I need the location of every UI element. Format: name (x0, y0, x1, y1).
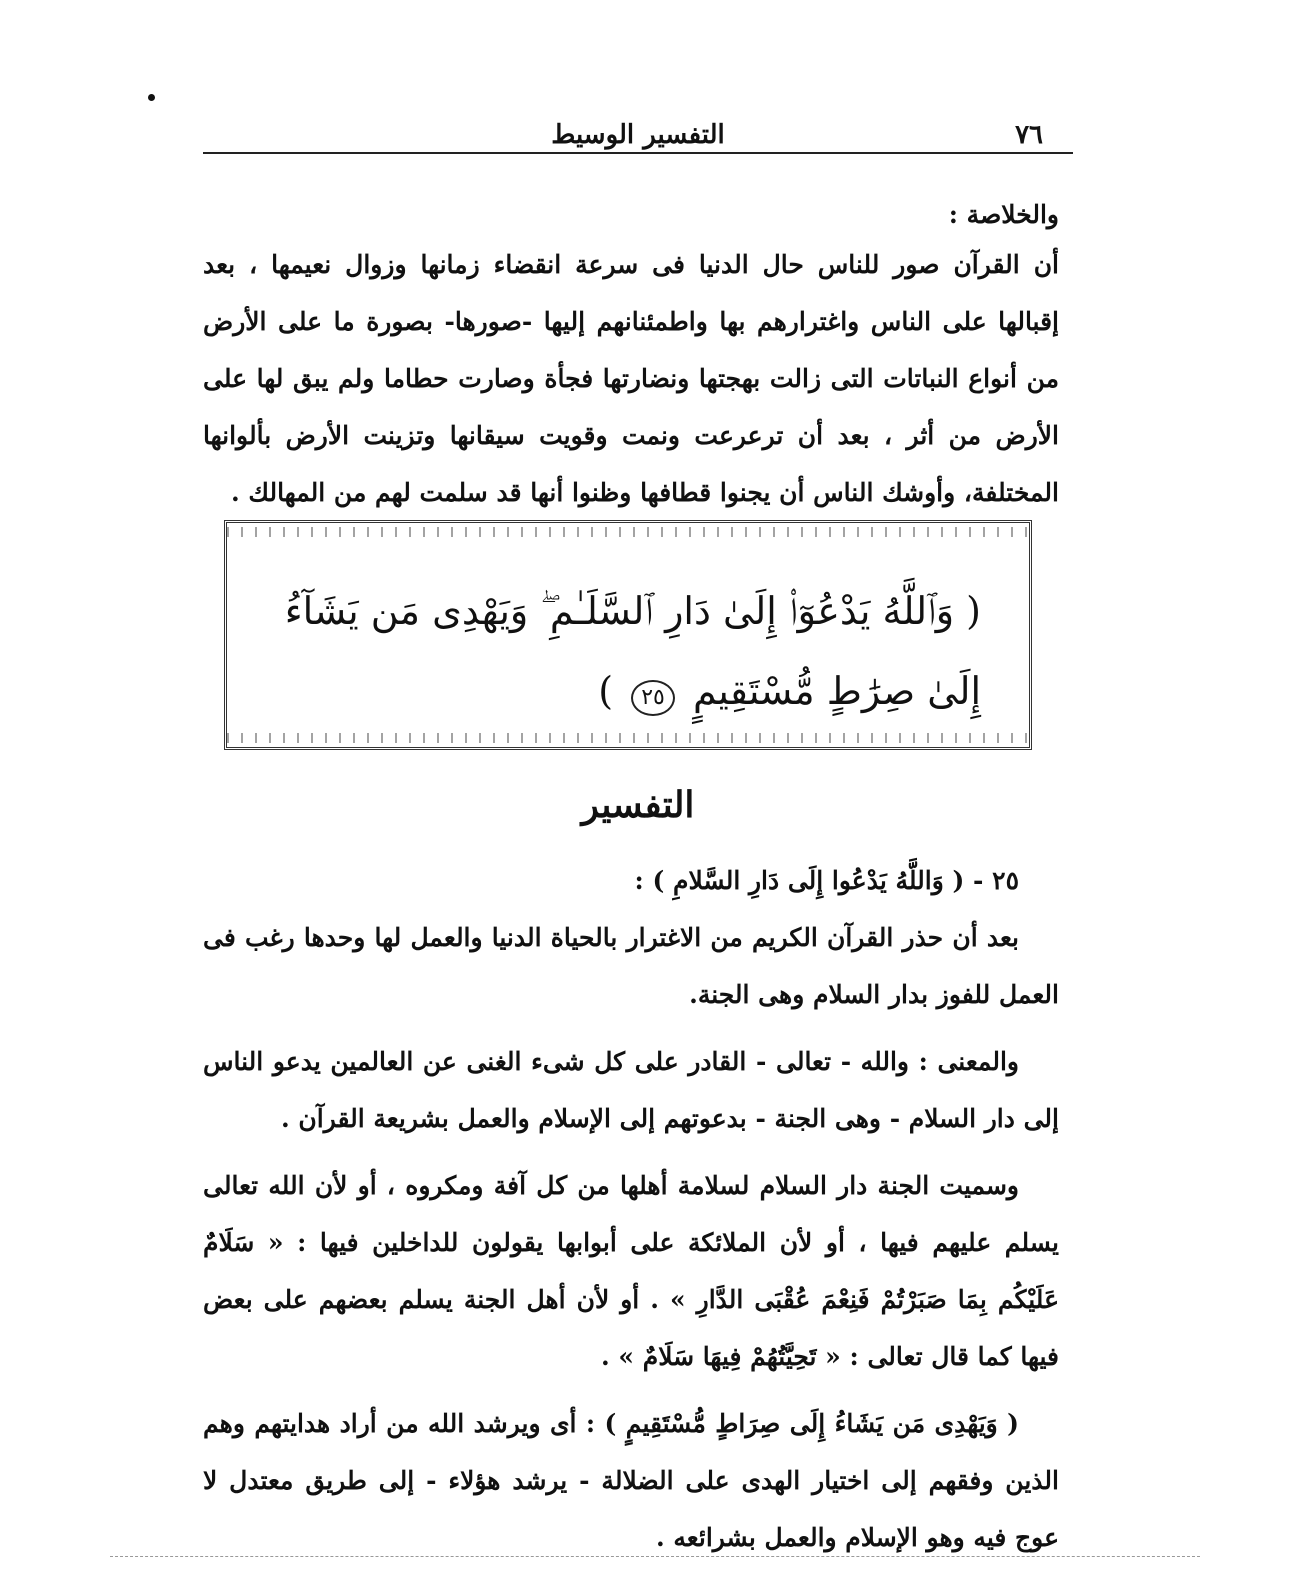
tafsir-paragraph: ( وَيَهْدِى مَن يَشَاءُ إِلَى صِرَاطٍ مُّسْتَقِيمٍ ) : أى ويرشد الله من أراد هدايتهم وهم الذين وفقهم إلى اختيار الهدى على الضلالة - يرشد هؤلاء - إلى طريق معتدل لا عوج فيه وهو الإسلام والعمل بشرائعه . (203, 1409, 1059, 1552)
tafsir-paragraph: بعد أن حذر القرآن الكريم من الاغترار بالحياة الدنيا والعمل لها وحدها رغب فى العمل للفوز بدار السلام وهى الجنة. (203, 923, 1059, 1009)
tafsir-heading: التفسير (581, 784, 695, 826)
bottom-rule (110, 1556, 1200, 1557)
verse-frame (224, 520, 1032, 750)
tafsir-paragraph: وسميت الجنة دار السلام لسلامة أهلها من كل آفة ومكروه ، أو لأن الله تعالى يسلم عليهم فيها ، أو لأن الملائكة على أبوابها يقولون للداخلين فيها : « سَلَامٌ عَلَيْكُم بِمَا صَبَرْتُمْ فَنِعْمَ عُقْبَى الدَّارِ » . أو لأن أهل الجنة يسلم بعضهم على بعض فيها كما قال تعالى : « تَحِيَّتُهُمْ فِيهَا سَلَامٌ » . (203, 1171, 1059, 1371)
running-head: التفسير الوسيط (551, 120, 725, 150)
frame-ornament-bottom (227, 733, 1029, 743)
frame-ornament-top (227, 527, 1029, 537)
ink-speck (148, 94, 155, 101)
tafsir-body (203, 852, 1059, 1566)
summary-heading: والخلاصة : (948, 200, 1059, 229)
ayah-number-marker: ٢٥ (631, 680, 675, 716)
verse-close-paren: ) (598, 669, 614, 713)
verse-open-paren: ( (966, 589, 981, 633)
summary-paragraph: أن القرآن صور للناس حال الدنيا فى سرعة انقضاء زمانها وزوال نعيمها ، بعد إقبالها على الناس واغترارهم بها واطمئنانهم إليها -صورها- بصورة ما على الأرض من أنواع النباتات التى زالت بهجتها ونضارتها فجأة وصارت حطاما ولم يبق لها على الأرض من أثر ، بعد أن ترعرعت ونمت وقويت سيقانها وتزينت الأرض بألوانها المختلفة، وأوشك الناس أن يجنوا قطافها وظنوا أنها قد سلمت لهم من المهالك . (203, 250, 1059, 507)
verse-body: وَٱللَّهُ يَدْعُوٓا۟ إِلَىٰ دَارِ ٱلسَّلَـٰمِ ۖ وَيَهْدِى مَن يَشَآءُ إِلَىٰ صِرَٰطٍ مُّسْتَقِيمٍ (284, 589, 981, 713)
page-header (203, 118, 1073, 154)
tafsir-paragraph: والمعنى : والله - تعالى - القادر على كل شىء الغنى عن العالمين يدعو الناس إلى دار السلام - وهى الجنة - بدعوتهم إلى الإسلام والعمل بشريعة القرآن . (203, 1047, 1059, 1133)
page-number: ٧٦ (1015, 120, 1043, 150)
verse-text (263, 571, 981, 731)
verse-reference: ٢٥ - ( وَاللَّهُ يَدْعُوا إِلَى دَارِ السَّلامِ ) : (634, 866, 1019, 895)
